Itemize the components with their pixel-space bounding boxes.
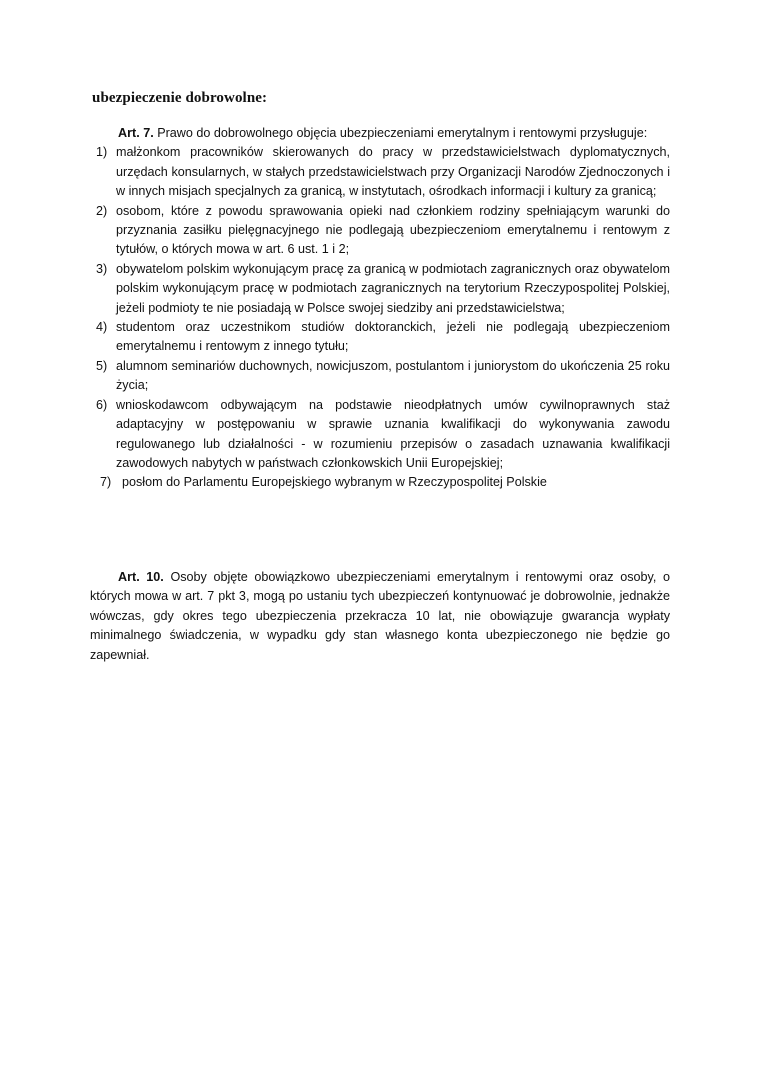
article-7-intro: Prawo do dobrowolnego objęcia ubezpieczeniami emerytalnym i rentowymi przysługuje:: [157, 126, 648, 140]
list-item-text: posłom do Parlamentu Europejskiego wybranym w Rzeczypospolitej Polskie: [122, 475, 547, 490]
list-item-marker: 6): [96, 397, 108, 412]
section-heading: ubezpieczenie dobrowolne:: [92, 90, 268, 106]
list-item: [90, 357, 670, 396]
article-7: [90, 124, 670, 493]
list-item-text: studentom oraz uczestnikom studiów doktoranckich, jeżeli nie podlegają ubezpieczeniom emerytalnemu i rentowym z innego tytułu;: [116, 320, 670, 354]
list-item: [90, 318, 670, 357]
list-item-marker: 7): [100, 475, 112, 490]
list-item-marker: 3): [96, 261, 108, 276]
list-item-text: osobom, które z powodu sprawowania opieki nad członkiem rodziny spełniającym warunki do przyznania zasiłku pielęgnacyjnego nie podlegają ubezpieczeniom emerytalnemu i rentowym z tytułów, o których mowa w art. 6 ust. 1 i 2;: [116, 203, 670, 257]
article-7-list: [90, 143, 670, 492]
list-item: [90, 396, 670, 474]
list-item: [90, 260, 670, 318]
list-item: [90, 143, 670, 201]
article-10: [90, 568, 670, 665]
list-item: [90, 202, 670, 260]
article-10-number: Art. 10.: [118, 570, 164, 584]
list-item-marker: 2): [96, 203, 108, 218]
list-item-marker: 1): [96, 145, 108, 160]
list-item-text: wnioskodawcom odbywającym na podstawie nieodpłatnych umów cywilnoprawnych staż adaptacyjny w postępowaniu w sprawie uznania kwalifikacji do wykonywania zawodu regulowanego lub działalności - w rozumieniu przepisów o zasadach uznawania kwalifikacji zawodowych nabytych w państwach członkowskich Unii Europejskiej;: [116, 397, 670, 470]
list-item-marker: 4): [96, 320, 108, 335]
list-item-marker: 5): [96, 358, 108, 373]
list-item: [90, 473, 670, 492]
list-item-text: alumnom seminariów duchownych, nowicjuszom, postulantom i juniorystom do ukończenia 25 roku życia;: [116, 358, 670, 393]
list-item-text: małżonkom pracowników skierowanych do pracy w przedstawicielstwach dyplomatycznych, urzędach konsularnych, w stałych przedstawicielstwach przy Organizacji Narodów Zjednoczonych i w innych misjach specjalnych za granicą, w instytutach, ośrodkach informacji i kultury za granicą;: [116, 145, 670, 199]
list-item-text: obywatelom polskim wykonującym pracę za granicą w podmiotach zagranicznych oraz obywatelom polskim wykonującym pracę w podmiotach zagranicznych na terytorium Rzeczypospolitej Polskiej, jeżeli podmioty te nie posiadają w Polsce swojej siedziby ani przedstawicielstwa;: [116, 261, 670, 315]
article-10-paragraph: [90, 568, 670, 665]
article-7-intro-paragraph: [90, 124, 670, 143]
article-10-text: Osoby objęte obowiązkowo ubezpieczeniami emerytalnym i rentowymi oraz osoby, o których mowa w art. 7 pkt 3, mogą po ustaniu tych ubezpieczeń kontynuować je dobrowolnie, jednakże wówczas, gdy okres tego ubezpieczenia przekracza 10 lat, nie obowiązuje gwarancja wypłaty minimalnego świadczenia, w wypadku gdy stan własnego konta ubezpieczonego nie będzie go zapewniał.: [90, 570, 670, 662]
article-7-number: Art. 7.: [118, 126, 154, 140]
